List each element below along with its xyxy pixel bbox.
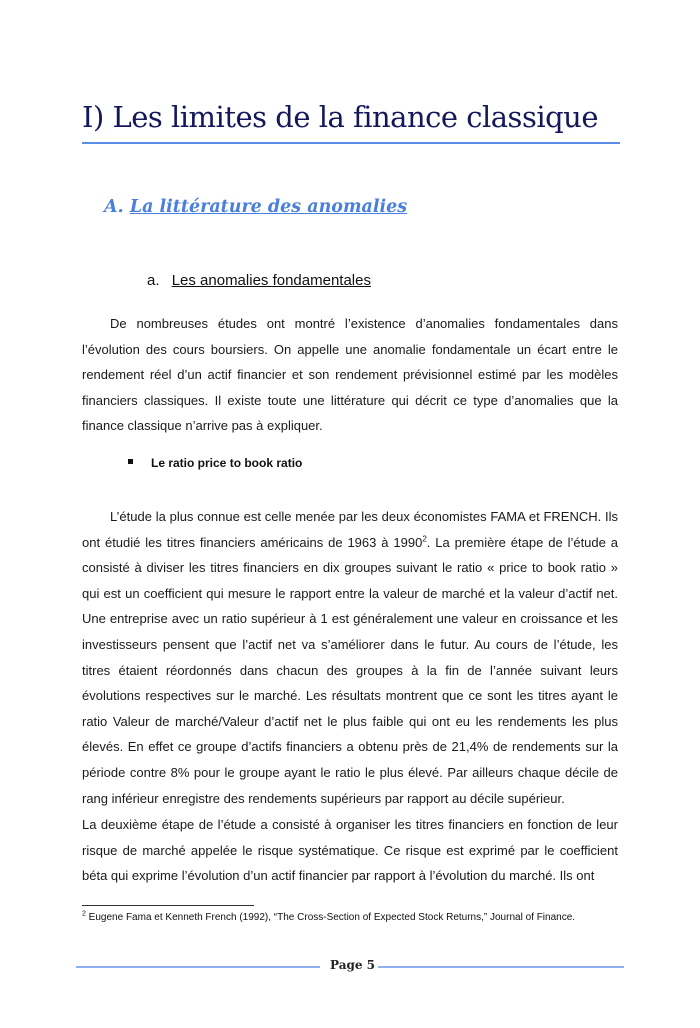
section-heading (104, 197, 407, 217)
footer-rule-right (378, 966, 624, 968)
section-label: La littérature des anomalies (129, 197, 408, 217)
bullet-square-icon (128, 459, 133, 464)
footnote-reference[interactable]: 2 (422, 534, 427, 544)
paragraph-fama-french (82, 504, 618, 811)
paragraph-text: L’étude la plus connue est celle menée par les deux économistes FAMA et FRENCH. Ils ont étudié les titres financiers américains de 1963 à 1990 (82, 509, 618, 550)
bullet-heading (128, 456, 302, 470)
subsection-letter: a. (147, 272, 160, 289)
subsection-label: Les anomalies fondamentales (171, 272, 371, 289)
footnote-separator (82, 905, 254, 906)
page-number: Page 5 (330, 958, 376, 972)
footer-rule-left (76, 966, 320, 968)
footnote (82, 912, 575, 923)
section-letter: A. (104, 197, 124, 217)
bullet-label: Le ratio price to book ratio (151, 456, 303, 470)
chapter-title: I) Les limites de la finance classique (82, 100, 598, 134)
footnote-number: 2 (82, 910, 86, 918)
paragraph-text: . La première étape de l’étude a consisté à diviser les titres financiers en dix groupes suivant le ratio « price to book ratio » qui est un coefficient qui mesure le rapport entre la valeur de marché et la valeur d’actif net. Une entreprise avec un ratio supérieur à 1 est généralement une valeur en croissance et les investisseurs pensent que l’actif net va s’améliorer dans le futur. Au cours de l’étude, les titres étaient réordonnés dans chacun des groupes à la fin de l’année suivant leurs évolutions respectives sur le marché. Les résultats montrent que ce sont les titres ayant le ratio Valeur de marché/Valeur d’actif net le plus faible qui ont eu les rendements les plus élevés. En effet ce groupe d’actifs financiers a obtenu près de 21,4% de rendements sur la période contre 8% pour le groupe ayant le ratio le plus élevé. Par ailleurs chaque décile de rang inférieur enregistre des rendements supérieurs par rapport au décile supérieur. (82, 534, 618, 806)
paragraph-intro: De nombreuses études ont montré l’existence d’anomalies fondamentales dans l’évolution des cours boursiers. On appelle une anomalie fondamentale un écart entre le rendement réel d’un actif financier et son rendement prévisionnel estimé par les modèles financiers classiques. Il existe toute une littérature qui décrit ce type d’anomalies que la finance classique n’arrive pas à expliquer. (82, 316, 618, 434)
title-underline (82, 142, 620, 144)
paragraph-second-step: La deuxième étape de l’étude a consisté à organiser les titres financiers en fonction de leur risque de marché appelée le risque systématique. Ce risque est exprimé par le coefficient béta qui exprime l’évolution d’un actif financier par rapport à l’évolution du marché. Ils ont (82, 817, 618, 884)
subsection-heading (147, 272, 371, 289)
footnote-text: Eugene Fama et Kenneth French (1992), “The Cross-Section of Expected Stock Returns,” Journal of Finance. (85, 912, 576, 923)
